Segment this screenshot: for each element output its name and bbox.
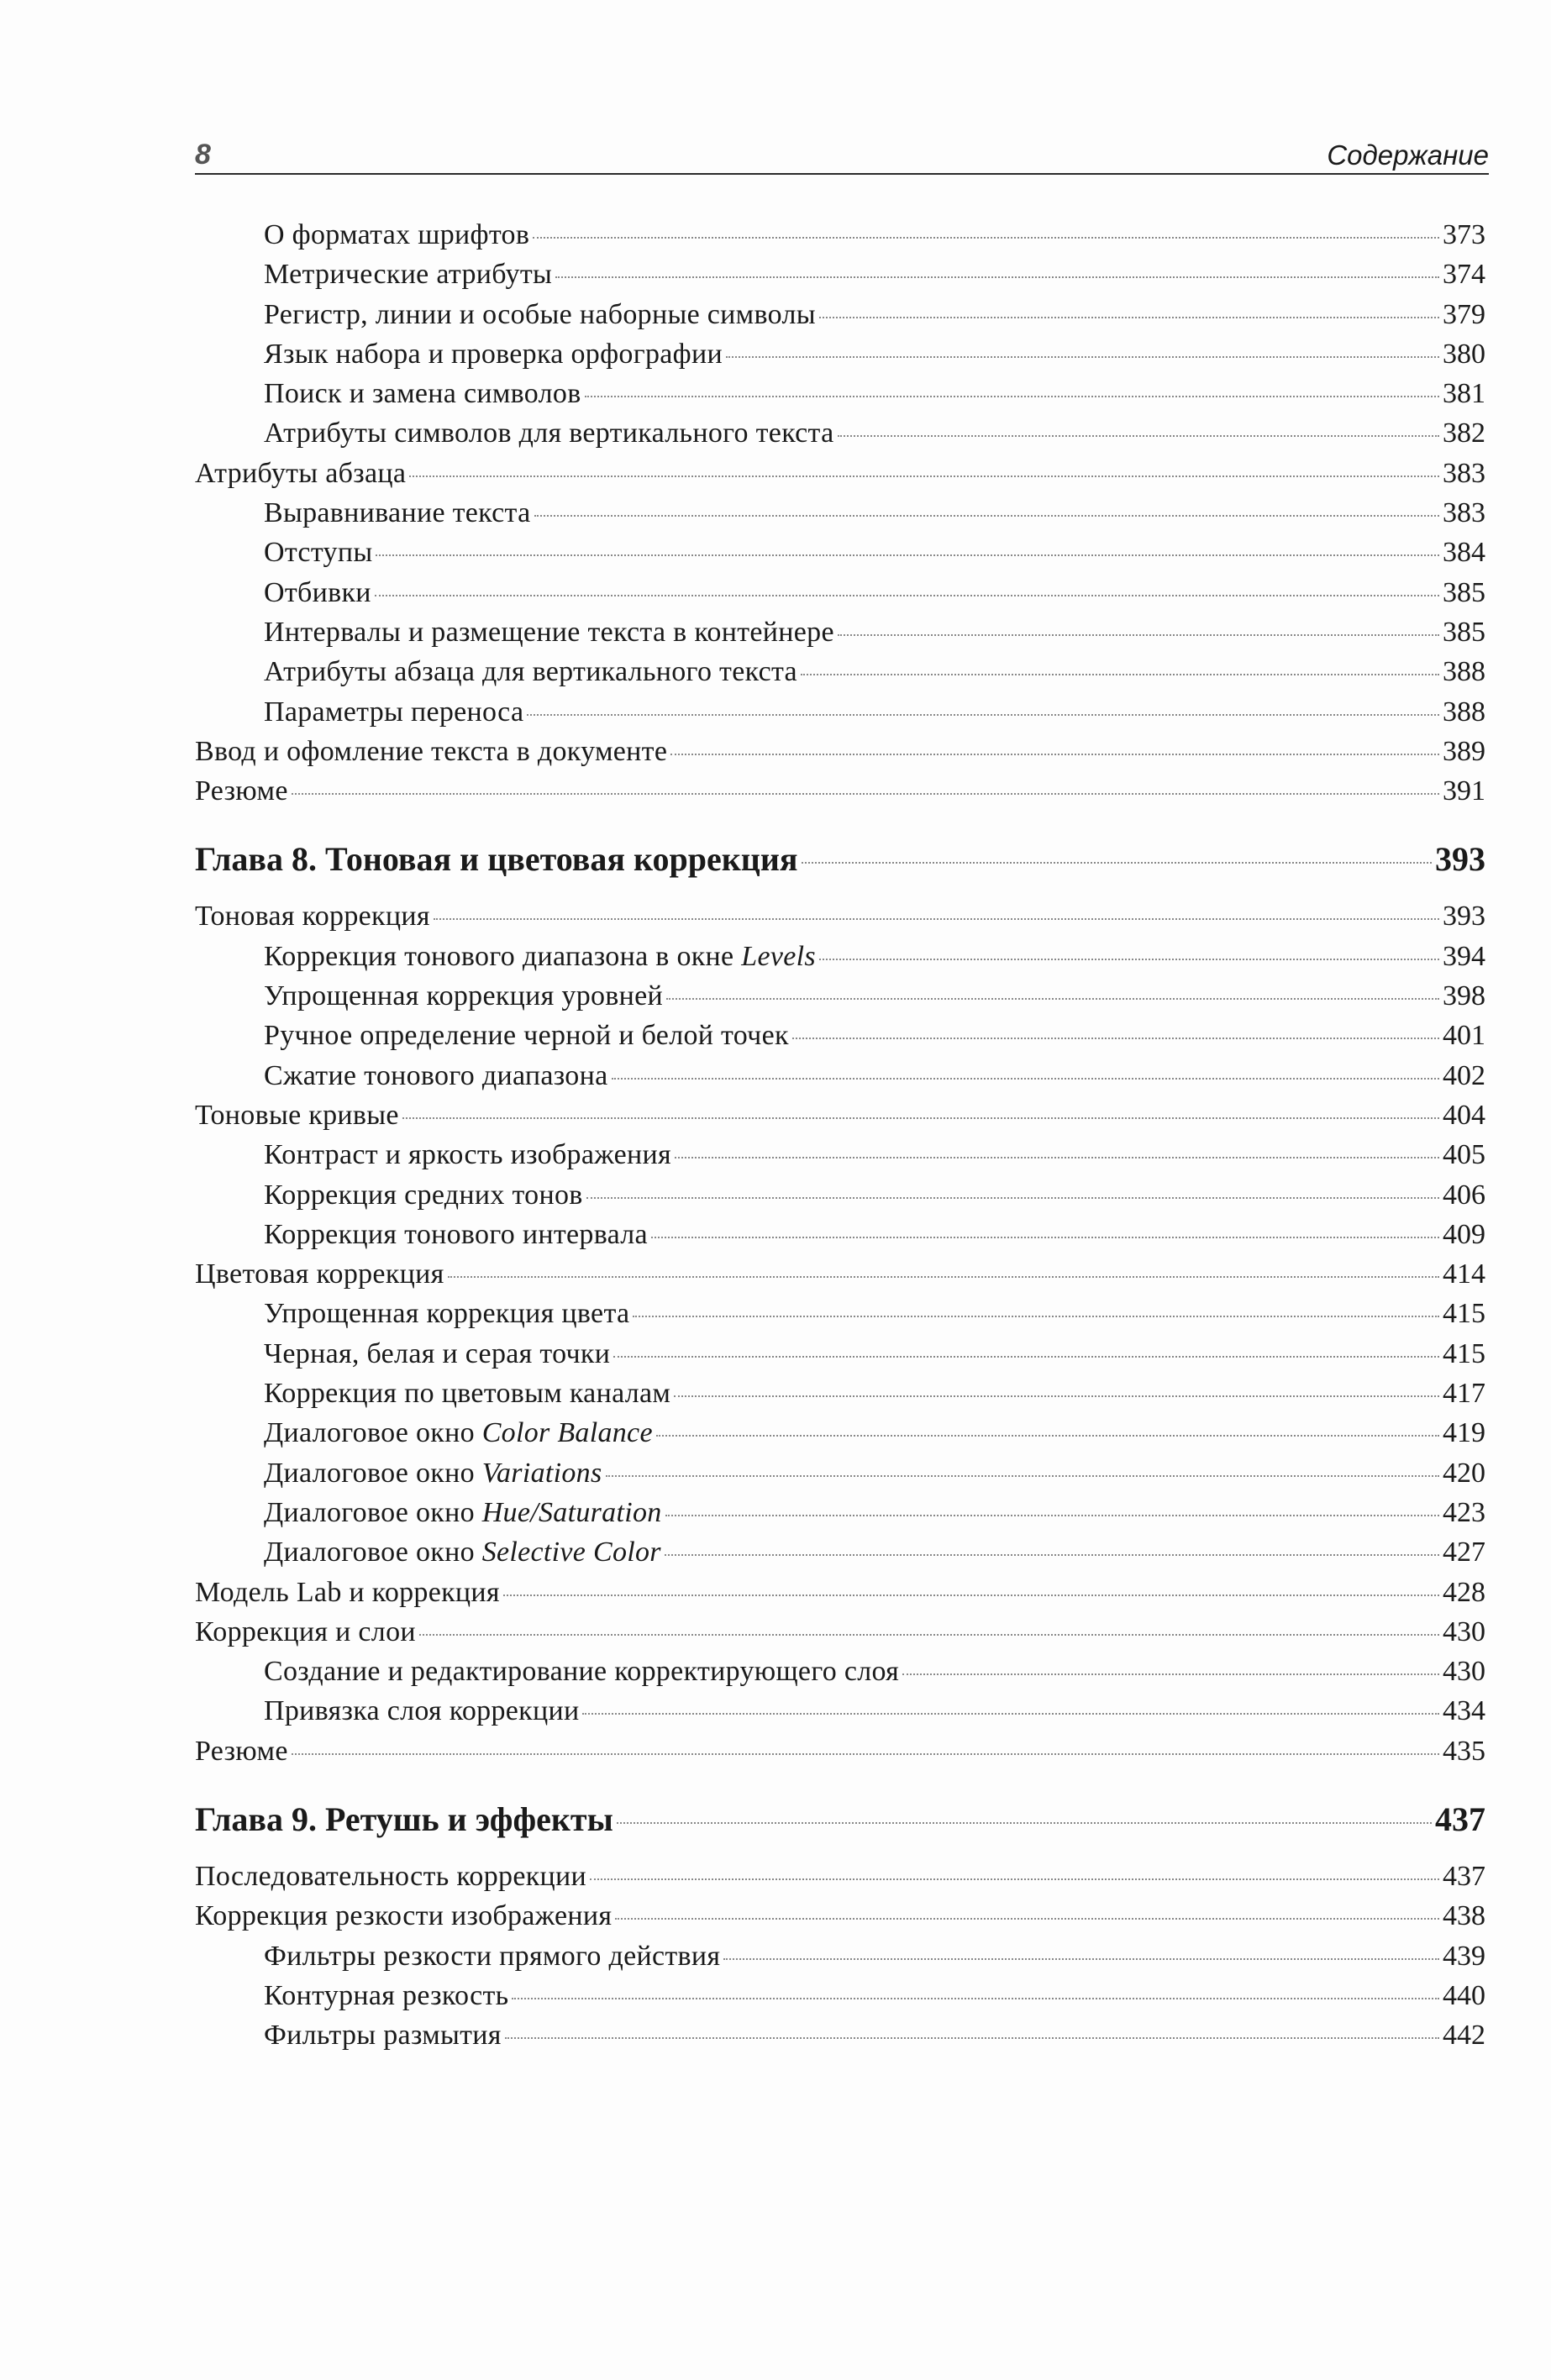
- page-number: 8: [195, 139, 211, 171]
- dot-leader: [838, 435, 1439, 437]
- toc-page-number: 434: [1443, 1695, 1485, 1727]
- toc-page-number: 388: [1443, 656, 1485, 688]
- toc-page-number: 404: [1443, 1099, 1485, 1131]
- toc-subsection-entry: [195, 1135, 1485, 1174]
- dot-leader: [666, 998, 1439, 1000]
- dot-leader: [590, 1878, 1439, 1880]
- section-title: Содержание: [1327, 139, 1489, 171]
- toc-subsection-entry: [195, 1016, 1485, 1055]
- toc-entry-title: Регистр, линии и особые наборные символы: [264, 298, 816, 330]
- toc-entry-title: Метрические атрибуты: [264, 259, 553, 291]
- toc-subsection-entry: [195, 692, 1485, 732]
- dot-leader: [505, 2037, 1439, 2039]
- toc-page-number: 415: [1443, 1298, 1485, 1330]
- dot-leader: [527, 714, 1439, 716]
- toc-entry-title: Черная, белая и серая точки: [264, 1337, 611, 1369]
- toc-page-number: 373: [1443, 219, 1485, 250]
- toc-page-number: 405: [1443, 1139, 1485, 1171]
- toc-page-number: 381: [1443, 378, 1485, 410]
- dot-leader: [801, 674, 1439, 675]
- toc-subsection-entry: [195, 533, 1485, 572]
- toc-section-entry: [195, 1731, 1485, 1771]
- toc-subsection-entry: [195, 2015, 1485, 2055]
- dot-leader: [585, 396, 1439, 397]
- toc-subsection-entry: [195, 1334, 1485, 1374]
- toc-page-number: 393: [1443, 901, 1485, 933]
- toc-entry-title: Выравнивание текста: [264, 497, 531, 529]
- toc-subsection-entry: [195, 573, 1485, 612]
- dot-leader: [819, 317, 1439, 318]
- dot-leader: [838, 634, 1439, 636]
- toc-entry-title: Интервалы и размещение текста в контейнере: [264, 616, 834, 648]
- dot-leader: [651, 1237, 1439, 1238]
- dot-leader: [675, 1157, 1439, 1158]
- toc-page-number: 415: [1443, 1337, 1485, 1369]
- toc-section-entry: [195, 1254, 1485, 1294]
- toc-subsection-entry: [195, 937, 1485, 976]
- toc-entry-title: Параметры переноса: [264, 696, 524, 728]
- toc-entry-title: Сжатие тонового диапазона: [264, 1059, 608, 1091]
- dot-leader: [819, 959, 1439, 960]
- toc-entry-title: Ввод и офомление текста в документе: [195, 735, 668, 767]
- toc-section-entry: [195, 771, 1485, 811]
- toc-page-number: 417: [1443, 1378, 1485, 1410]
- dot-leader: [613, 1356, 1439, 1358]
- toc-entry-title: Отбивки: [264, 576, 371, 608]
- toc-entry-title: Резюме: [195, 1735, 288, 1767]
- running-header: [195, 139, 1489, 175]
- toc-entry-title: Атрибуты абзаца: [195, 457, 407, 489]
- toc-entry-title: Глава 8. Тоновая и цветовая коррекция: [195, 840, 798, 879]
- dot-leader: [292, 793, 1439, 795]
- dot-leader: [503, 1595, 1439, 1596]
- toc-page-number: 430: [1443, 1616, 1485, 1647]
- dot-leader: [586, 1197, 1439, 1199]
- dot-leader: [670, 754, 1439, 755]
- toc-page-number: 402: [1443, 1059, 1485, 1091]
- toc-entry-title: Контурная резкость: [264, 1979, 509, 2011]
- toc-page-number: 382: [1443, 418, 1485, 449]
- toc-subsection-entry: [195, 1215, 1485, 1254]
- dot-leader: [723, 1958, 1439, 1960]
- dot-leader: [533, 237, 1439, 239]
- toc-page-number: 398: [1443, 980, 1485, 1012]
- toc-subsection-entry: [195, 413, 1485, 453]
- toc-page-number: 435: [1443, 1735, 1485, 1767]
- toc-page-number: 389: [1443, 735, 1485, 767]
- toc-subsection-entry: [195, 1453, 1485, 1493]
- toc-page-number: 439: [1443, 1940, 1485, 1972]
- toc-subsection-entry: [195, 612, 1485, 652]
- dot-leader: [434, 918, 1439, 920]
- dot-leader: [615, 1918, 1439, 1920]
- toc-section-entry: [195, 1896, 1485, 1936]
- toc-entry-title: Привязка слоя коррекции: [264, 1695, 580, 1727]
- toc-page-number: 427: [1443, 1537, 1485, 1568]
- dot-leader: [612, 1078, 1440, 1080]
- toc-entry-title: Коррекция и слои: [195, 1616, 416, 1647]
- toc-entry-title: Упрощенная коррекция цвета: [264, 1298, 630, 1330]
- toc-page-number: 428: [1443, 1576, 1485, 1608]
- toc-subsection-entry: [195, 1056, 1485, 1095]
- toc-page-number: 383: [1443, 497, 1485, 529]
- toc-subsection-entry: [195, 976, 1485, 1016]
- toc-subsection-entry: [195, 1976, 1485, 2015]
- toc-page-number: 440: [1443, 1979, 1485, 2011]
- toc-page-number: 383: [1443, 457, 1485, 489]
- toc-entry-title: Диалоговое окно Variations: [264, 1457, 602, 1489]
- toc-entry-title: Создание и редактирование корректирующего слоя: [264, 1656, 900, 1688]
- toc-entry-title: Резюме: [195, 775, 288, 807]
- dot-leader: [555, 276, 1439, 278]
- toc-page-number: 388: [1443, 696, 1485, 728]
- toc-entry-title: Упрощенная коррекция уровней: [264, 980, 664, 1012]
- toc-subsection-entry: [195, 374, 1485, 413]
- toc-section-entry: [195, 454, 1485, 493]
- toc-subsection-entry: [195, 493, 1485, 533]
- toc-entry-title: О форматах шрифтов: [264, 219, 530, 250]
- toc-subsection-entry: [195, 1652, 1485, 1691]
- toc-page-number: 393: [1435, 840, 1485, 879]
- toc-entry-title: Коррекция тонового диапазона в окне Levels: [264, 940, 816, 972]
- toc-entry-title: Коррекция по цветовым каналам: [264, 1378, 671, 1410]
- toc-entry-title: Коррекция резкости изображения: [195, 1900, 613, 1932]
- toc-page-number: 437: [1435, 1799, 1485, 1838]
- dot-leader: [665, 1515, 1439, 1516]
- toc-page-number: 385: [1443, 616, 1485, 648]
- toc-page-number: 423: [1443, 1496, 1485, 1528]
- dot-leader: [448, 1276, 1439, 1278]
- toc-entry-title: Фильтры резкости прямого действия: [264, 1940, 721, 1972]
- toc-entry-title: Атрибуты символов для вертикального текста: [264, 418, 834, 449]
- toc-entry-title: Диалоговое окно Selective Color: [264, 1537, 661, 1568]
- toc-page-number: 391: [1443, 775, 1485, 807]
- toc-section-entry: [195, 1612, 1485, 1652]
- toc-subsection-entry: [195, 295, 1485, 334]
- toc-page-number: 401: [1443, 1020, 1485, 1052]
- dot-leader: [534, 515, 1439, 517]
- toc-page-number: 430: [1443, 1656, 1485, 1688]
- toc-section-entry: [195, 1573, 1485, 1612]
- dot-leader: [409, 475, 1439, 477]
- dot-leader: [633, 1316, 1439, 1317]
- dot-leader: [726, 356, 1439, 358]
- toc-page-number: 394: [1443, 940, 1485, 972]
- toc-page-number: 414: [1443, 1258, 1485, 1290]
- dot-leader: [674, 1395, 1439, 1397]
- toc-entry-title: Тоновая коррекция: [195, 901, 430, 933]
- toc-subsection-entry: [195, 1175, 1485, 1215]
- dot-leader: [617, 1822, 1432, 1824]
- toc-subsection-entry: [195, 1294, 1485, 1333]
- toc-page-number: 380: [1443, 338, 1485, 370]
- toc-entry-title: Диалоговое окно Color Balance: [264, 1417, 653, 1449]
- dot-leader: [375, 595, 1439, 596]
- toc-chapter-heading: [195, 836, 1485, 883]
- toc-entry-title: Коррекция тонового интервала: [264, 1218, 648, 1250]
- dot-leader: [665, 1554, 1439, 1556]
- toc-page-number: 385: [1443, 576, 1485, 608]
- toc-entry-title: Атрибуты абзаца для вертикального текста: [264, 656, 797, 688]
- toc-subsection-entry: [195, 215, 1485, 255]
- toc-subsection-entry: [195, 652, 1485, 691]
- toc-entry-title: Диалоговое окно Hue/Saturation: [264, 1496, 662, 1528]
- toc-subsection-entry: [195, 1532, 1485, 1572]
- toc-page-number: 409: [1443, 1218, 1485, 1250]
- toc-entry-title: Язык набора и проверка орфографии: [264, 338, 723, 370]
- toc-entry-title: Цветовая коррекция: [195, 1258, 444, 1290]
- toc-page-number: 438: [1443, 1900, 1485, 1932]
- toc-subsection-entry: [195, 1374, 1485, 1413]
- toc-entry-title: Тоновые кривые: [195, 1099, 399, 1131]
- toc-entry-title: Отступы: [264, 537, 373, 569]
- dot-leader: [582, 1713, 1439, 1715]
- toc-subsection-entry: [195, 334, 1485, 374]
- toc-section-entry: [195, 896, 1485, 936]
- toc-section-entry: [195, 1857, 1485, 1896]
- dot-leader: [419, 1634, 1439, 1636]
- toc-entry-title: Модель Lab и коррекция: [195, 1576, 500, 1608]
- toc-entry-title: Фильтры размытия: [264, 2020, 502, 2052]
- toc-entry-title: Коррекция средних тонов: [264, 1179, 583, 1211]
- toc-entry-title: Поиск и замена символов: [264, 378, 581, 410]
- toc-subsection-entry: [195, 255, 1485, 294]
- toc-page-number: 379: [1443, 298, 1485, 330]
- dot-leader: [792, 1038, 1439, 1039]
- dot-leader: [656, 1435, 1439, 1437]
- toc-subsection-entry: [195, 1691, 1485, 1731]
- dot-leader: [802, 862, 1432, 864]
- dot-leader: [512, 1998, 1439, 1999]
- toc-chapter-heading: [195, 1796, 1485, 1843]
- toc-subsection-entry: [195, 1493, 1485, 1532]
- dot-leader: [376, 554, 1439, 556]
- dot-leader: [292, 1753, 1439, 1755]
- toc-subsection-entry: [195, 1936, 1485, 1976]
- toc-subsection-entry: [195, 1413, 1485, 1453]
- toc-page-number: 384: [1443, 537, 1485, 569]
- toc-entry-title: Контраст и яркость изображения: [264, 1139, 671, 1171]
- toc-entry-title: Ручное определение черной и белой точек: [264, 1020, 789, 1052]
- toc-page-number: 420: [1443, 1457, 1485, 1489]
- toc-entry-title: Последовательность коррекции: [195, 1860, 587, 1892]
- dot-leader: [402, 1117, 1439, 1119]
- toc-section-entry: [195, 732, 1485, 771]
- toc-page-number: 437: [1443, 1860, 1485, 1892]
- toc-page-number: 406: [1443, 1179, 1485, 1211]
- dot-leader: [902, 1673, 1439, 1675]
- toc-page-number: 374: [1443, 259, 1485, 291]
- toc-page-number: 442: [1443, 2020, 1485, 2052]
- table-of-contents: [195, 215, 1485, 2055]
- toc-section-entry: [195, 1095, 1485, 1135]
- toc-entry-title: Глава 9. Ретушь и эффекты: [195, 1799, 613, 1838]
- toc-page-number: 419: [1443, 1417, 1485, 1449]
- dot-leader: [606, 1475, 1440, 1477]
